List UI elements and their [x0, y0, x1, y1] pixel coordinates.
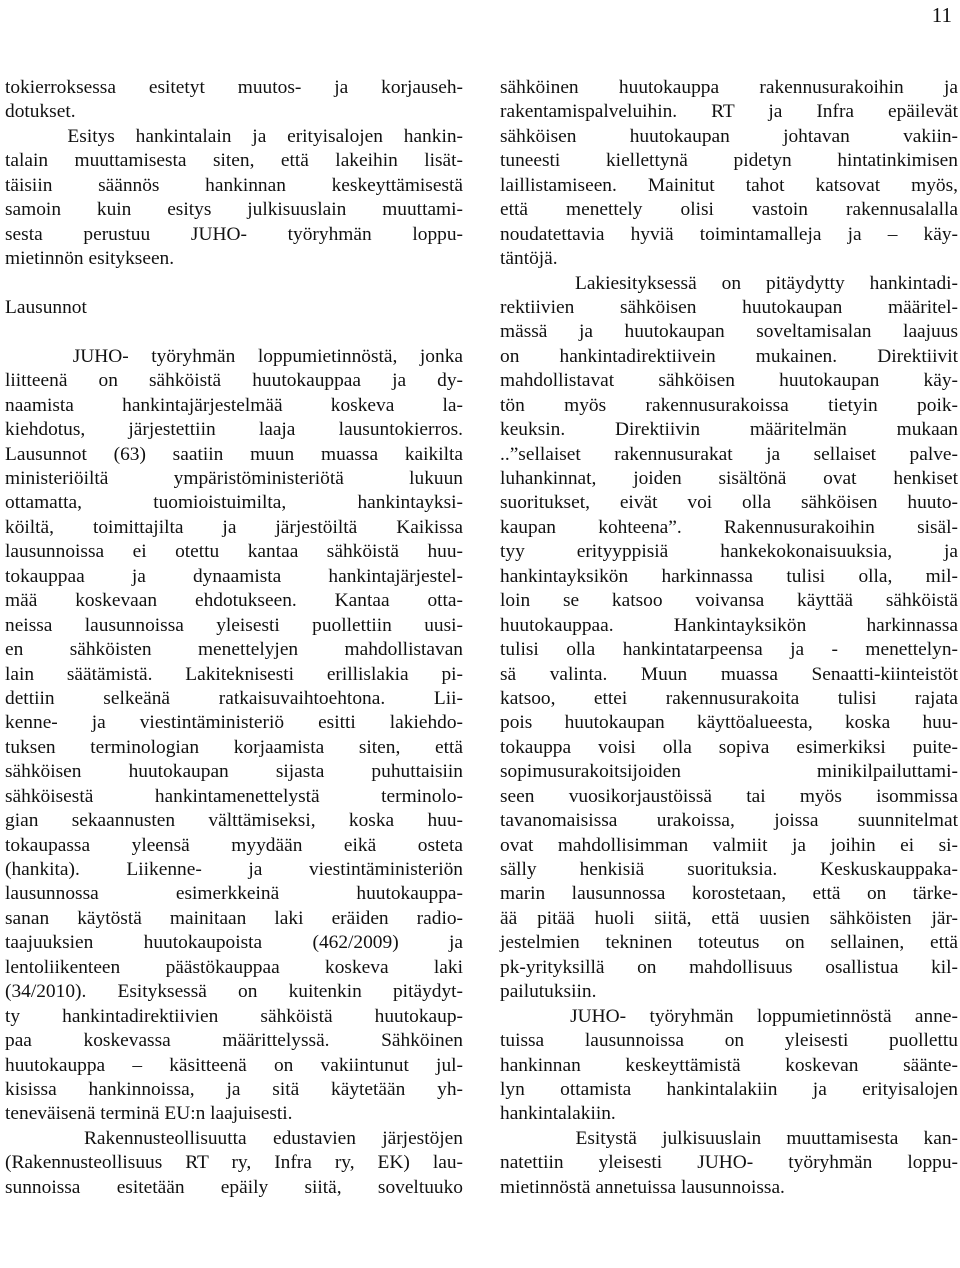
- text-line: tavanomaisissa urakoissa, joissa suunnitelmat: [500, 810, 958, 832]
- text-line: (34/2010). Esityksessä on kuitenkin pitäydyt-: [5, 981, 463, 1003]
- text-line: (hankita). Liikenne- ja viestintäministeriön: [5, 859, 463, 880]
- text-line: tuissa lausunnoissa on yleisesti puollettu: [500, 1030, 958, 1052]
- text-line: Lausunnot (63) saatiin muun muassa kaikilta: [5, 443, 463, 465]
- right-column: [500, 76, 958, 1200]
- text-line: sä valinta. Muun muassa Senaatti-kiinteistöt: [500, 663, 958, 685]
- text-line: sähköisen huutokaupan johtavan vakiin-: [500, 125, 958, 147]
- text-line: suoritukset, eivät voi olla sähköisen huuto-: [500, 492, 958, 514]
- text-line: sesta perustuu JUHO- työryhmän loppu-: [5, 223, 463, 245]
- text-line: tokierroksessa esitetyt muutos- ja korjauseh-: [5, 77, 463, 98]
- text-line: kiehdotus, järjestettiin laaja lausuntokierros.: [5, 419, 463, 441]
- paragraph: [500, 272, 958, 1005]
- text-line: natettiin yleisesti JUHO- työryhmän loppu-: [500, 1152, 958, 1174]
- text-line: laillistamiseen. Mainitut tahot katsovat myös,: [500, 174, 958, 196]
- text-line: en sähköisten menettelyjen mahdollistavan: [5, 639, 463, 661]
- text-line: taajuuksien huutokaupoista (462/2009) ja: [5, 932, 463, 954]
- text-line: luhankinnat, joiden sisältönä ovat henkiset: [500, 468, 958, 489]
- text-line: dotukset.: [5, 101, 76, 123]
- text-line: dettiin selkeänä ratkaisuvaihtoehtona. Lii-: [5, 687, 463, 709]
- text-line: hankinnan keskeyttämistä koskevan säänte-: [500, 1054, 958, 1076]
- text-line: tuksen terminologian korjaamista siten, että: [5, 736, 463, 758]
- text-line: liitteenä on sähköistä huutokauppaa ja dy-: [5, 370, 463, 392]
- text-line: paa koskevassa määrittelyssä. Sähköinen: [5, 1030, 463, 1052]
- text-line: ..”sellaiset rakennusurakat ja sellaiset palve-: [500, 443, 958, 465]
- text-line: ministeriöiltä ympäristöministeriötä lukuun: [5, 468, 463, 489]
- text-line: huutokauppa – käsitteenä on vakiintunut jul-: [5, 1054, 463, 1076]
- paragraph: [500, 1005, 958, 1127]
- text-line: loin se katsoo voivansa käyttää sähköistä: [500, 590, 958, 612]
- text-line: rakentamispalveluihin. RT ja Infra epäilevät: [500, 101, 958, 123]
- paragraph: [500, 1127, 958, 1200]
- text-line: täntöjä.: [500, 248, 558, 270]
- text-line: sopimusurakoitsijoiden minikilpailuttami-: [500, 761, 958, 783]
- text-line: pois huutokaupan käyttöalueesta, koska huu-: [500, 712, 958, 734]
- text-line: marin lausunnossa korostetaan, että on tärke-: [500, 883, 958, 905]
- text-line: sälly henkisiä suorituksia. Keskuskauppaka-: [500, 859, 958, 880]
- text-line: rektiivien sähköisen huutokaupan määritel-: [500, 296, 958, 318]
- text-line: ottamatta, tuomioistuimilta, hankintayksi-: [5, 492, 463, 514]
- text-line: samoin kuin esitys julkisuuslain muuttami-: [5, 199, 463, 221]
- text-line: on hankintadirektiivein mukainen. Direktiivit: [500, 345, 958, 367]
- text-line: pk-yrityksillä on mahdollisuus osallistua kil-: [500, 956, 958, 978]
- text-line: tuneesti kiellettynä pidetyn hintatinkimisen: [500, 150, 958, 172]
- text-line: katsoo, ettei rakennusurakoita tulisi rajata: [500, 687, 958, 709]
- text-line: sunnoissa esitetään epäily siitä, soveltuuko: [5, 1176, 463, 1198]
- text-line: täisiin säännös hankinnan keskeyttämisestä: [5, 174, 463, 196]
- text-line: mietinnön esitykseen.: [5, 248, 175, 270]
- text-line: huutokauppaa. Hankintayksikön harkinnassa: [500, 614, 958, 636]
- paragraph: [5, 76, 463, 125]
- left-column: [5, 76, 463, 1200]
- text-line: naamista hankintajärjestelmää koskeva la-: [5, 394, 463, 416]
- text-line: kenne- ja viestintäministeriö esitti lakiehdo-: [5, 712, 463, 734]
- section-heading: Lausunnot: [5, 296, 87, 318]
- text-line: mää koskevaan ehdotukseen. Kantaa otta-: [5, 590, 463, 612]
- text-line: hankintayksikön harkinnassa tulisi olla, mil-: [500, 565, 958, 587]
- text-line: tokauppa voisi olla sopiva esimerkiksi puite-: [500, 736, 958, 758]
- text-line: kisissa hankinnoissa, ja sitä käytetään yh-: [5, 1078, 463, 1100]
- text-line: ää pitää huoli siitä, että uusien sähköisten jär-: [500, 907, 958, 929]
- text-line: Rakennusteollisuutta edustavien järjestöjen: [5, 1127, 463, 1149]
- text-line: gian sekaannusten välttämiseksi, koska huu-: [5, 810, 463, 832]
- text-line: lain säätämistä. Lakiteknisesti erillislakia pi-: [5, 663, 463, 685]
- text-line: sähköisen huutokaupan sijasta puhuttaisiin: [5, 761, 463, 783]
- text-line: tokauppaa ja dynaamista hankintajärjestel-: [5, 565, 463, 587]
- text-line: teneväisenä terminä EU:n laajuisesti.: [5, 1103, 293, 1125]
- text-line: tokaupassa yleensä myydään eikä osteta: [5, 834, 463, 856]
- text-line: Esitys hankintalain ja erityisalojen hankin-: [5, 125, 463, 147]
- paragraph: [5, 1127, 463, 1200]
- text-line: neissa lausunnoissa yleisesti puollettiin uusi-: [5, 614, 463, 636]
- text-line: mässä ja huutokaupan soveltamisalan laajuus: [500, 321, 958, 343]
- text-line: ovat mahdollisimman valmiit ja joihin ei si-: [500, 834, 958, 856]
- text-line: että menettely olisi vastoin rakennusalalla: [500, 199, 958, 221]
- text-line: jestelmien tekninen toteutus on sellainen, että: [500, 932, 958, 954]
- text-line: sähköinen huutokauppa rakennusurakoihin ja: [500, 77, 958, 98]
- text-line: talain muuttamisesta siten, että lakeihin lisät-: [5, 150, 463, 172]
- text-line: JUHO- työryhmän loppumietinnöstä, jonka: [5, 345, 463, 367]
- text-line: lausunnoissa ei otettu kantaa sähköistä huu-: [5, 541, 463, 563]
- text-line: tulisi olla hankintatarpeensa ja - menettelyn-: [500, 639, 958, 661]
- text-line: seen vuosikorjaustöissä tai myös isommissa: [500, 785, 958, 807]
- text-line: keuksin. Direktiivin määritelmän mukaan: [500, 419, 958, 441]
- text-line: JUHO- työryhmän loppumietinnöstä anne-: [500, 1005, 958, 1027]
- text-line: mietinnöstä annetuissa lausunnoissa.: [500, 1176, 785, 1198]
- paragraph: [500, 76, 958, 272]
- text-line: lausunnossa esimerkkeinä huutokauppa-: [5, 883, 463, 905]
- text-line: köiltä, toimittajilta ja järjestöiltä Kaikissa: [5, 516, 463, 538]
- page-number: 11: [931, 3, 952, 27]
- paragraph: [5, 125, 463, 272]
- text-line: lentoliikenteen päästökauppaa koskeva laki: [5, 956, 463, 978]
- text-line: ty hankintadirektiivien sähköistä huutokaup-: [5, 1005, 463, 1027]
- text-line: Lakiesityksessä on pitäydytty hankintadi-: [500, 272, 958, 294]
- text-line: hankintalakiin.: [500, 1103, 616, 1125]
- text-line: sähköisestä hankintamenettelystä terminolo-: [5, 785, 463, 807]
- text-line: tyy erityyppisiä hankekokonaisuuksia, ja: [500, 541, 958, 563]
- text-line: (Rakennusteollisuus RT ry, Infra ry, EK) lau-: [5, 1152, 463, 1174]
- text-line: kaupan kohteena”. Rakennusurakoihin sisäl-: [500, 516, 958, 538]
- paragraph: [5, 345, 463, 1127]
- text-line: mahdollistavat sähköisen huutokaupan käy-: [500, 370, 958, 392]
- text-line: noudatettavia hyviä toimintamalleja ja – käy-: [500, 223, 958, 245]
- text-line: pailutuksiin.: [500, 981, 597, 1003]
- text-line: Esitystä julkisuuslain muuttamisesta kan-: [500, 1127, 958, 1149]
- text-line: lyn ottamista hankintalakiin ja erityisalojen: [500, 1078, 958, 1100]
- text-line: tön myös rakennusurakoissa tietyin poik-: [500, 394, 958, 416]
- text-line: sanan käytöstä mainitaan laki eräiden radio-: [5, 907, 463, 929]
